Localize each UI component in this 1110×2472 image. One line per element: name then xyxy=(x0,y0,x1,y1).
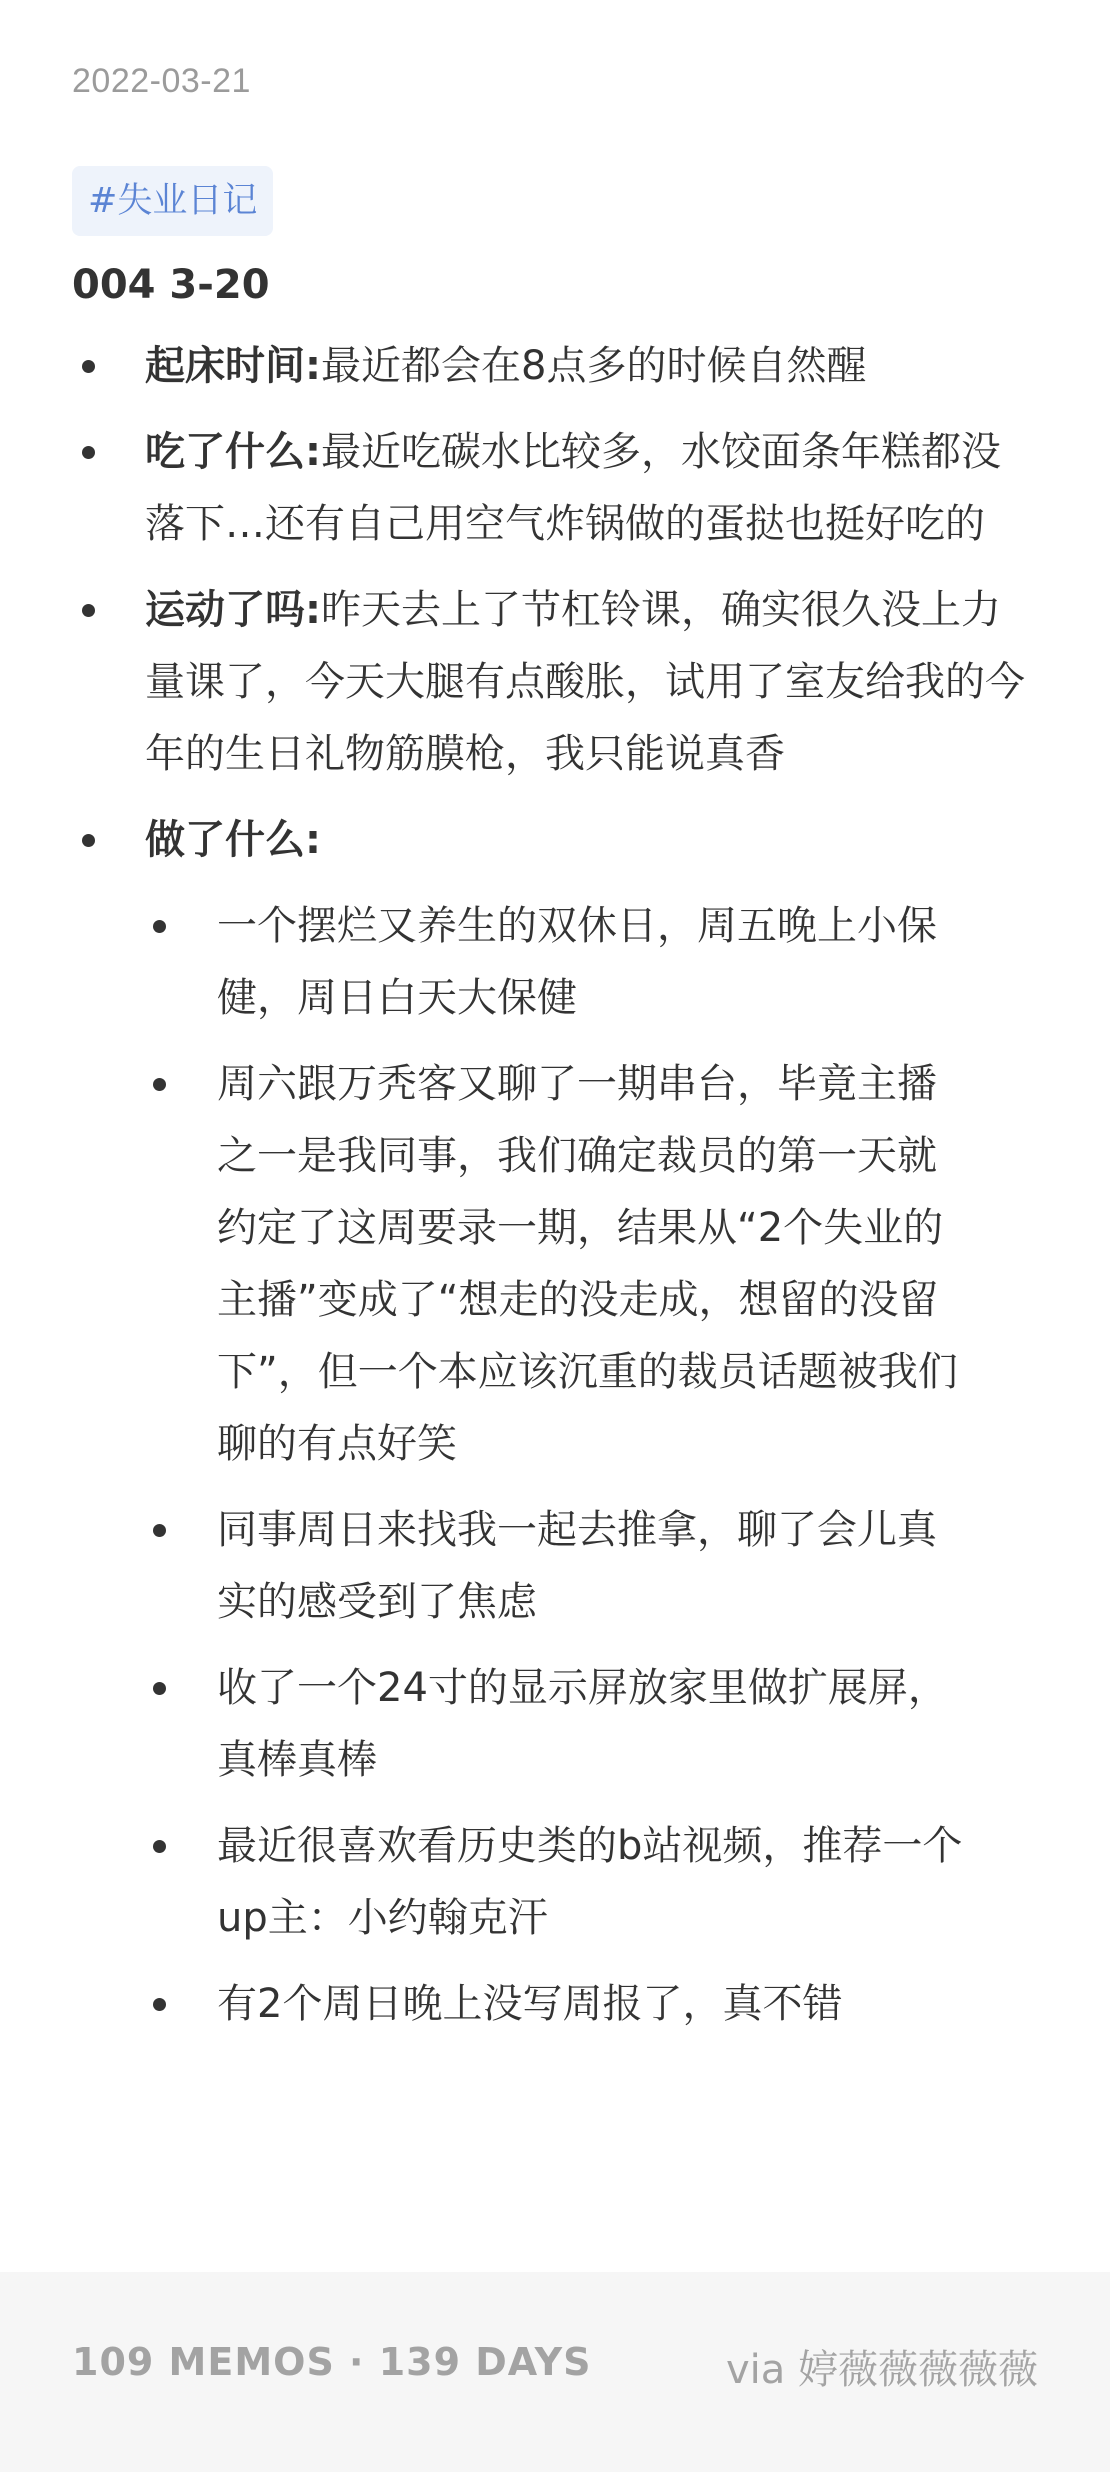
bullet-icon xyxy=(153,1682,166,1695)
sub-item-text: 周六跟万秃客又聊了一期串台，毕竟主播之一是我同事，我们确定裁员的第一天就约定了这周要录一期，结果从“2个失业的主播”变成了“想走的没走成，想留的没留下”，但一个本应该沉重的裁员话题被我们聊的有点好笑 xyxy=(217,1061,958,1467)
author-credit: via 婷薇薇薇薇薇 xyxy=(725,2347,1038,2393)
bullet-icon xyxy=(153,1078,166,1091)
item-text: 昨天去上了节杠铃课，确实很久没上力量课了，今天大腿有点酸胀，试用了室友给我的今年的生日礼物筋膜枪，我只能说真香 xyxy=(145,587,1025,777)
memo-date: 2022-03-21 xyxy=(72,62,251,100)
bullet-icon xyxy=(82,360,95,373)
sub-item-text: 一个摆烂又养生的双休日，周五晚上小保健，周日白天大保健 xyxy=(217,903,937,1021)
bullet-icon xyxy=(82,604,95,617)
bullet-icon xyxy=(82,834,95,847)
item-label: 起床时间: xyxy=(145,343,321,389)
sub-item-text: 最近很喜欢看历史类的b站视频，推荐一个up主：小约翰克汗 xyxy=(217,1823,963,1941)
item-text: 最近都会在8点多的时候自然醒 xyxy=(321,343,867,389)
sub-list-item xyxy=(0,1048,1040,1480)
memo-stats: 109 MEMOS · 139 DAYS xyxy=(72,2340,592,2384)
bullet-icon xyxy=(153,1524,166,1537)
item-text: 最近吃碳水比较多，水饺面条年糕都没落下…还有自己用空气炸锅做的蛋挞也挺好吃的 xyxy=(145,429,1001,547)
list-item xyxy=(0,416,1110,560)
item-label: 做了什么: xyxy=(145,817,321,863)
bullet-icon xyxy=(82,446,95,459)
bullet-icon xyxy=(153,1998,166,2011)
sub-item-text: 有2个周日晚上没写周报了，真不错 xyxy=(217,1981,843,2027)
sub-list-item xyxy=(0,1968,1040,2040)
sub-item-text: 收了一个24寸的显示屏放家里做扩展屏，真棒真棒 xyxy=(217,1665,948,1783)
sub-list-item xyxy=(0,1810,1040,1954)
list-item xyxy=(0,330,1110,402)
item-label: 运动了吗: xyxy=(145,587,321,633)
sub-list-item xyxy=(0,1652,1040,1796)
sub-list-item xyxy=(0,1494,1040,1638)
memo-content xyxy=(0,330,1110,2054)
memo-heading: 004 3-20 xyxy=(72,262,270,308)
sub-list xyxy=(0,890,1040,2040)
sub-item-text: 同事周日来找我一起去推拿，聊了会儿真实的感受到了焦虑 xyxy=(217,1507,937,1625)
bullet-icon xyxy=(153,920,166,933)
memo-tag[interactable]: #失业日记 xyxy=(72,166,273,236)
footer xyxy=(0,2272,1110,2472)
main-list xyxy=(0,330,1110,2040)
item-label: 吃了什么: xyxy=(145,429,321,475)
list-item xyxy=(0,804,1110,2040)
list-item xyxy=(0,574,1110,790)
bullet-icon xyxy=(153,1840,166,1853)
sub-list-item xyxy=(0,890,1040,1034)
